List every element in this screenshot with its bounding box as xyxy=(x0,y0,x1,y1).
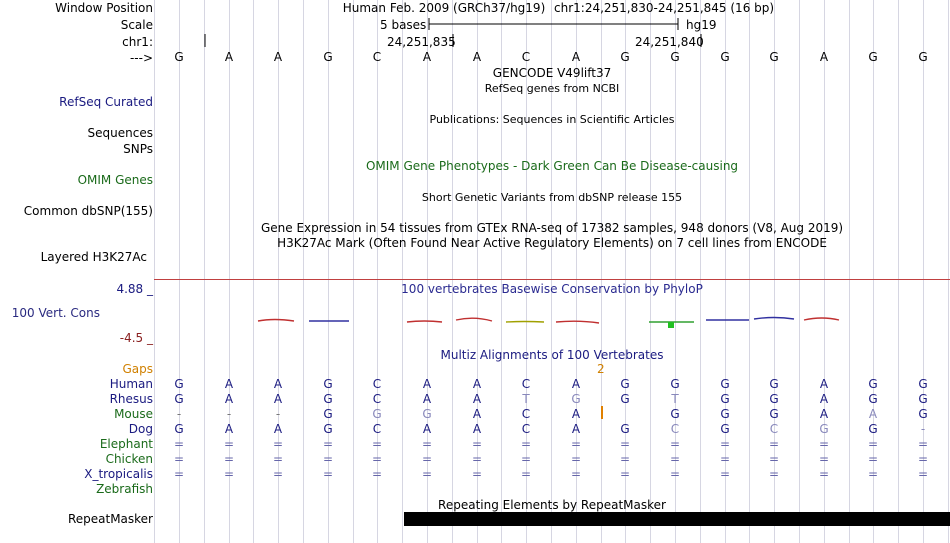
alignment-base: G xyxy=(720,407,730,421)
alignment-base: = xyxy=(471,452,483,466)
grid-line xyxy=(898,0,899,543)
phylop-plot xyxy=(254,312,854,330)
alignment-base: A xyxy=(819,407,829,421)
dbsnp-desc: Short Genetic Variants from dbSNP release 155 xyxy=(421,191,683,204)
alignment-base: C xyxy=(372,392,382,406)
species-label: Human xyxy=(109,377,153,391)
alignment-base: = xyxy=(322,437,334,451)
alignment-base: A xyxy=(819,377,829,391)
scale-text: 5 bases xyxy=(380,18,427,32)
assembly-label: Human Feb. 2009 (GRCh37/hg19) xyxy=(342,1,546,15)
alignment-base: = xyxy=(520,437,532,451)
alignment-base: = xyxy=(669,437,681,451)
alignment-base: C xyxy=(670,422,680,436)
sequence-base: A xyxy=(571,50,581,64)
publications-desc: Publications: Sequences in Scientific Articles xyxy=(429,113,675,126)
alignment-base: = xyxy=(619,467,631,481)
alignment-base: = xyxy=(371,437,383,451)
alignment-base: A xyxy=(819,392,829,406)
alignment-base: T xyxy=(522,392,530,406)
alignment-base: = xyxy=(223,452,235,466)
alignment-base: A xyxy=(273,422,283,436)
alignment-base: = xyxy=(421,437,433,451)
alignment-base: A xyxy=(472,407,482,421)
label-scale: Scale xyxy=(120,18,153,32)
label-strand-arrow[interactable]: ---> xyxy=(129,51,153,65)
alignment-base: = xyxy=(173,467,185,481)
species-label: Chicken xyxy=(105,452,153,466)
alignment-base: = xyxy=(272,437,284,451)
grid-line xyxy=(799,0,800,543)
label-h3k27ac[interactable]: Layered H3K27Ac xyxy=(40,250,147,264)
alignment-base: A xyxy=(472,377,482,391)
alignment-base: = xyxy=(768,467,780,481)
sequence-base: G xyxy=(868,50,878,64)
alignment-base: = xyxy=(223,467,235,481)
label-vert-cons[interactable]: 100 Vert. Cons xyxy=(11,306,100,320)
insertion-marker xyxy=(601,406,603,419)
phylop-min-label: -4.5 _ xyxy=(119,331,153,345)
sequence-base: G xyxy=(720,50,730,64)
grid-line xyxy=(749,0,750,543)
alignment-base: = xyxy=(867,467,879,481)
alignment-base: A xyxy=(273,377,283,391)
label-window-position: Window Position xyxy=(55,1,153,15)
alignment-base: G xyxy=(323,407,333,421)
sequence-base: G xyxy=(620,50,630,64)
sequence-base: G xyxy=(670,50,680,64)
sequence-base: G xyxy=(323,50,333,64)
alignment-base: G xyxy=(174,377,184,391)
sequence-base: G xyxy=(174,50,184,64)
alignment-base: = xyxy=(173,437,185,451)
alignment-base: G xyxy=(571,392,581,406)
alignment-base: = xyxy=(719,452,731,466)
alignment-base: = xyxy=(272,452,284,466)
alignment-base: = xyxy=(421,467,433,481)
gaps-count: 2 xyxy=(597,362,605,376)
alignment-base: = xyxy=(917,437,929,451)
omim-desc: OMIM Gene Phenotypes - Dark Green Can Be Disease-causing xyxy=(365,159,739,173)
alignment-base: = xyxy=(371,467,383,481)
alignment-base: = xyxy=(719,467,731,481)
species-label: Elephant xyxy=(99,437,153,451)
alignment-base: A xyxy=(422,422,432,436)
species-label: Gaps xyxy=(122,362,153,376)
alignment-base: = xyxy=(371,452,383,466)
alignment-base: = xyxy=(867,437,879,451)
label-sequences[interactable]: Sequences xyxy=(87,126,153,140)
alignment-base: = xyxy=(818,437,830,451)
alignment-base: G xyxy=(323,422,333,436)
alignment-base: = xyxy=(818,452,830,466)
alignment-base: A xyxy=(224,392,234,406)
alignment-base: - xyxy=(226,407,232,421)
alignment-base: = xyxy=(619,437,631,451)
alignment-base: G xyxy=(620,377,630,391)
alignment-base: G xyxy=(323,377,333,391)
alignment-base: G xyxy=(918,407,928,421)
sequence-base: G xyxy=(769,50,779,64)
species-label: Dog xyxy=(128,422,153,436)
alignment-base: = xyxy=(173,452,185,466)
alignment-base: A xyxy=(571,422,581,436)
alignment-base: G xyxy=(918,377,928,391)
alignment-base: = xyxy=(322,452,334,466)
alignment-base: G xyxy=(720,377,730,391)
alignment-base: = xyxy=(223,437,235,451)
alignment-base: = xyxy=(272,467,284,481)
alignment-base: A xyxy=(571,407,581,421)
grid-line xyxy=(849,0,850,543)
label-snps[interactable]: SNPs xyxy=(123,142,153,156)
species-label: Mouse xyxy=(114,407,153,421)
scale-db: hg19 xyxy=(686,18,717,32)
alignment-base: = xyxy=(520,452,532,466)
alignment-base: G xyxy=(670,407,680,421)
sequence-base: A xyxy=(472,50,482,64)
alignment-base: C xyxy=(521,407,531,421)
label-omim[interactable]: OMIM Genes xyxy=(77,173,153,187)
alignment-base: G xyxy=(868,377,878,391)
alignment-base: G xyxy=(372,407,382,421)
alignment-base: - xyxy=(920,422,926,436)
label-repeatmasker[interactable]: RepeatMasker xyxy=(67,512,153,526)
alignment-base: G xyxy=(620,422,630,436)
species-label: X_tropicalis xyxy=(84,467,153,481)
sequence-base: A xyxy=(273,50,283,64)
alignment-base: G xyxy=(620,392,630,406)
gencode-title[interactable]: GENCODE V49lift37 xyxy=(492,66,612,80)
grid-line xyxy=(948,0,949,543)
alignment-base: G xyxy=(819,422,829,436)
phylop-desc: 100 vertebrates Basewise Conservation by PhyloP xyxy=(401,282,703,296)
sequence-base: C xyxy=(372,50,382,64)
alignment-base: G xyxy=(323,392,333,406)
alignment-base: A xyxy=(422,392,432,406)
alignment-base: G xyxy=(174,392,184,406)
grid-line xyxy=(154,0,155,543)
alignment-base: G xyxy=(422,407,432,421)
alignment-base: = xyxy=(669,467,681,481)
sequence-base: C xyxy=(521,50,531,64)
alignment-base: C xyxy=(521,377,531,391)
alignment-base: = xyxy=(917,452,929,466)
alignment-base: G xyxy=(868,392,878,406)
refseq-desc: RefSeq genes from NCBI xyxy=(484,82,620,95)
alignment-base: T xyxy=(671,392,679,406)
coord-2: 24,251,840 xyxy=(635,35,704,49)
alignment-base: A xyxy=(571,377,581,391)
alignment-base: A xyxy=(224,422,234,436)
species-label: Zebrafish xyxy=(96,482,153,496)
alignment-base: C xyxy=(372,377,382,391)
label-chr: chr1: xyxy=(122,35,153,49)
alignment-base: = xyxy=(570,467,582,481)
alignment-base: C xyxy=(521,422,531,436)
alignment-base: G xyxy=(769,377,779,391)
alignment-base: = xyxy=(421,452,433,466)
alignment-base: A xyxy=(472,392,482,406)
alignment-base: G xyxy=(720,392,730,406)
alignment-base: = xyxy=(471,437,483,451)
label-dbsnp[interactable]: Common dbSNP(155) xyxy=(23,204,153,218)
label-refseq[interactable]: RefSeq Curated xyxy=(59,95,153,109)
grid-line xyxy=(303,0,304,543)
repeat-desc: Repeating Elements by RepeatMasker xyxy=(438,498,666,512)
grid-line xyxy=(204,0,205,543)
phylop-max-label: 4.88 _ xyxy=(116,282,153,296)
alignment-base: - xyxy=(176,407,182,421)
grid-line xyxy=(253,0,254,543)
alignment-base: - xyxy=(275,407,281,421)
gtex-desc: Gene Expression in 54 tissues from GTEx RNA-seq of 17382 samples, 948 donors (V8, Aug 2019) xyxy=(260,221,844,235)
repeat-element-bar[interactable] xyxy=(404,512,950,526)
alignment-base: = xyxy=(818,467,830,481)
alignment-base: = xyxy=(520,467,532,481)
sequence-base: G xyxy=(918,50,928,64)
alignment-base: G xyxy=(670,377,680,391)
multiz-desc: Multiz Alignments of 100 Vertebrates xyxy=(440,348,664,362)
alignment-base: = xyxy=(669,452,681,466)
alignment-base: = xyxy=(917,467,929,481)
alignment-base: = xyxy=(619,452,631,466)
alignment-base: = xyxy=(471,467,483,481)
alignment-base: G xyxy=(918,392,928,406)
alignment-base: G xyxy=(174,422,184,436)
alignment-base: A xyxy=(273,392,283,406)
alignment-base: A xyxy=(422,377,432,391)
alignment-base: = xyxy=(570,452,582,466)
alignment-base: G xyxy=(868,422,878,436)
alignment-base: = xyxy=(768,452,780,466)
alignment-base: = xyxy=(322,467,334,481)
alignment-base: = xyxy=(867,452,879,466)
alignment-base: C xyxy=(372,422,382,436)
alignment-base: A xyxy=(472,422,482,436)
alignment-base: G xyxy=(769,407,779,421)
scale-bar xyxy=(428,16,682,32)
alignment-base: G xyxy=(720,422,730,436)
grid-line xyxy=(353,0,354,543)
alignment-base: G xyxy=(769,392,779,406)
alignment-base: = xyxy=(719,437,731,451)
alignment-base: A xyxy=(868,407,878,421)
sequence-base: A xyxy=(224,50,234,64)
track-divider xyxy=(154,279,950,280)
h3k27ac-desc: H3K27Ac Mark (Often Found Near Active Regulatory Elements) on 7 cell lines from ENCODE xyxy=(277,236,827,250)
alignment-base: C xyxy=(769,422,779,436)
alignment-base: = xyxy=(768,437,780,451)
coord-1: 24,251,835 xyxy=(387,35,456,49)
position-label: chr1:24,251,830-24,251,845 (16 bp) xyxy=(554,1,775,15)
alignment-base: A xyxy=(224,377,234,391)
sequence-base: A xyxy=(422,50,432,64)
sequence-base: A xyxy=(819,50,829,64)
species-label: Rhesus xyxy=(109,392,153,406)
alignment-base: = xyxy=(570,437,582,451)
